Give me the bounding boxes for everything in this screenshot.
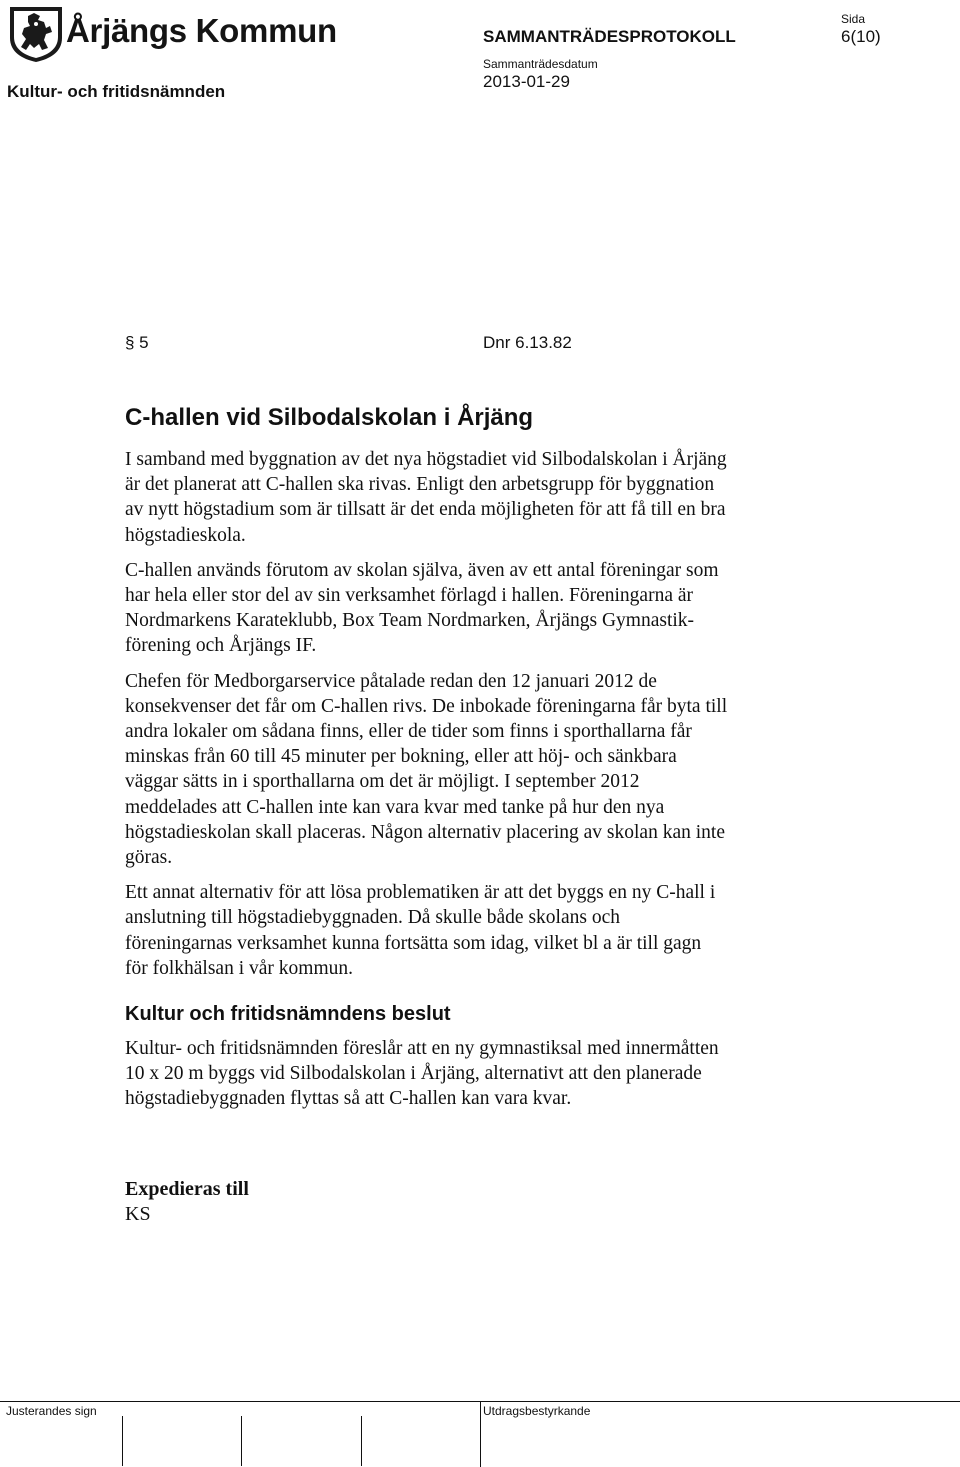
signature-cell-divider xyxy=(361,1416,362,1466)
paragraph-background xyxy=(125,447,815,548)
text-line: Chefen för Medborgarservice påtalade redan den 12 januari 2012 de xyxy=(125,670,657,692)
paragraph-alternative xyxy=(125,880,815,981)
signature-footer xyxy=(0,1401,960,1467)
committee-name: Kultur- och fritidsnämnden xyxy=(7,82,226,101)
certification-label: Utdragsbestyrkande xyxy=(483,1404,591,1418)
text-line: högstadiebyggnaden flyttas så att C-hallen kan vara kvar. xyxy=(125,1088,572,1110)
page-number: 6(10) xyxy=(841,27,881,46)
text-line: C-hallen används förutom av skolan själva, även av ett antal föreningar som xyxy=(125,559,719,581)
text-line: förening och Årjängs IF. xyxy=(125,635,317,657)
text-line: meddelades att C-hallen inte kan vara kvar med tanke på hur den nya xyxy=(125,796,665,818)
text-line: göras. xyxy=(125,847,173,869)
text-line: konsekvenser det får om C-hallen rivs. De inbokade föreningarna får byta till xyxy=(125,695,728,717)
distribution-recipient: KS xyxy=(125,1203,151,1225)
distribution-block xyxy=(125,1177,249,1227)
signature-cell-divider xyxy=(241,1416,242,1466)
page-label: Sida xyxy=(841,12,866,26)
text-line: föreningarnas verksamhet kunna fortsätta som idag, vilket bl a är till gagn xyxy=(125,932,702,954)
meeting-date: 2013-01-29 xyxy=(483,72,570,91)
minutes-body xyxy=(125,404,815,1122)
text-line: högstadieskola. xyxy=(125,524,246,546)
text-line: Kultur- och fritidsnämnden föreslår att en ny gymnastiksal med innermåtten xyxy=(125,1038,719,1060)
paragraph-associations xyxy=(125,558,815,659)
text-line: I samband med byggnation av det nya högstadiet vid Silbodalskolan i Årjäng xyxy=(125,449,727,470)
text-line: Nordmarkens Karateklubb, Box Team Nordmarken, Årjängs Gymnastik- xyxy=(125,610,695,632)
text-line: har hela eller stor del av sin verksamhet förlagd i hallen. Föreningarna är xyxy=(125,585,693,607)
footer-column-divider xyxy=(480,1402,481,1467)
text-line: för folkhälsan i vår kommun. xyxy=(125,957,353,979)
coat-of-arms-logo xyxy=(6,4,66,64)
paragraph-consequences xyxy=(125,669,815,871)
text-line: anslutning till högstadiebyggnaden. Då skulle både skolans och xyxy=(125,907,620,929)
distribution-heading: Expedieras till xyxy=(125,1178,249,1200)
section-title: C-hallen vid Silbodalskolan i Årjäng xyxy=(125,404,534,431)
text-line: andra lokaler om sådana finns, eller de tider som finns i sporthallarna får xyxy=(125,721,692,743)
document-type: SAMMANTRÄDESPROTOKOLL xyxy=(483,27,736,46)
case-number: Dnr 6.13.82 xyxy=(483,333,572,352)
text-line: minskas från 60 till 45 minuter per bokning, eller att höj- och sänkbara xyxy=(125,746,677,768)
municipality-name: Årjängs Kommun xyxy=(66,12,337,49)
decision-text xyxy=(125,1036,815,1112)
signature-cell-divider xyxy=(122,1416,123,1466)
text-line: Ett annat alternativ för att lösa problematiken är att det byggs en ny C-hall i xyxy=(125,882,716,904)
text-line: är det planerat att C-hallen ska rivas. Enligt den arbetsgrupp för byggnation xyxy=(125,474,715,496)
section-number: § 5 xyxy=(125,333,149,352)
adjuster-sign-label: Justerandes sign xyxy=(6,1404,97,1418)
text-line: högstadieskolan skall placeras. Någon alternativ placering av skolan kan inte xyxy=(125,821,725,843)
text-line: av nytt högstadium som är tillsatt är det enda möjligheten för att få till en bra xyxy=(125,499,726,521)
text-line: 10 x 20 m byggs vid Silbodalskolan i Årjäng, alternativt att den planerade xyxy=(125,1063,702,1085)
meeting-date-label: Sammanträdesdatum xyxy=(483,57,598,71)
text-line: väggar sätts in i sporthallarna om det är möjligt. I september 2012 xyxy=(125,771,640,793)
decision-heading: Kultur och fritidsnämndens beslut xyxy=(125,1003,451,1026)
